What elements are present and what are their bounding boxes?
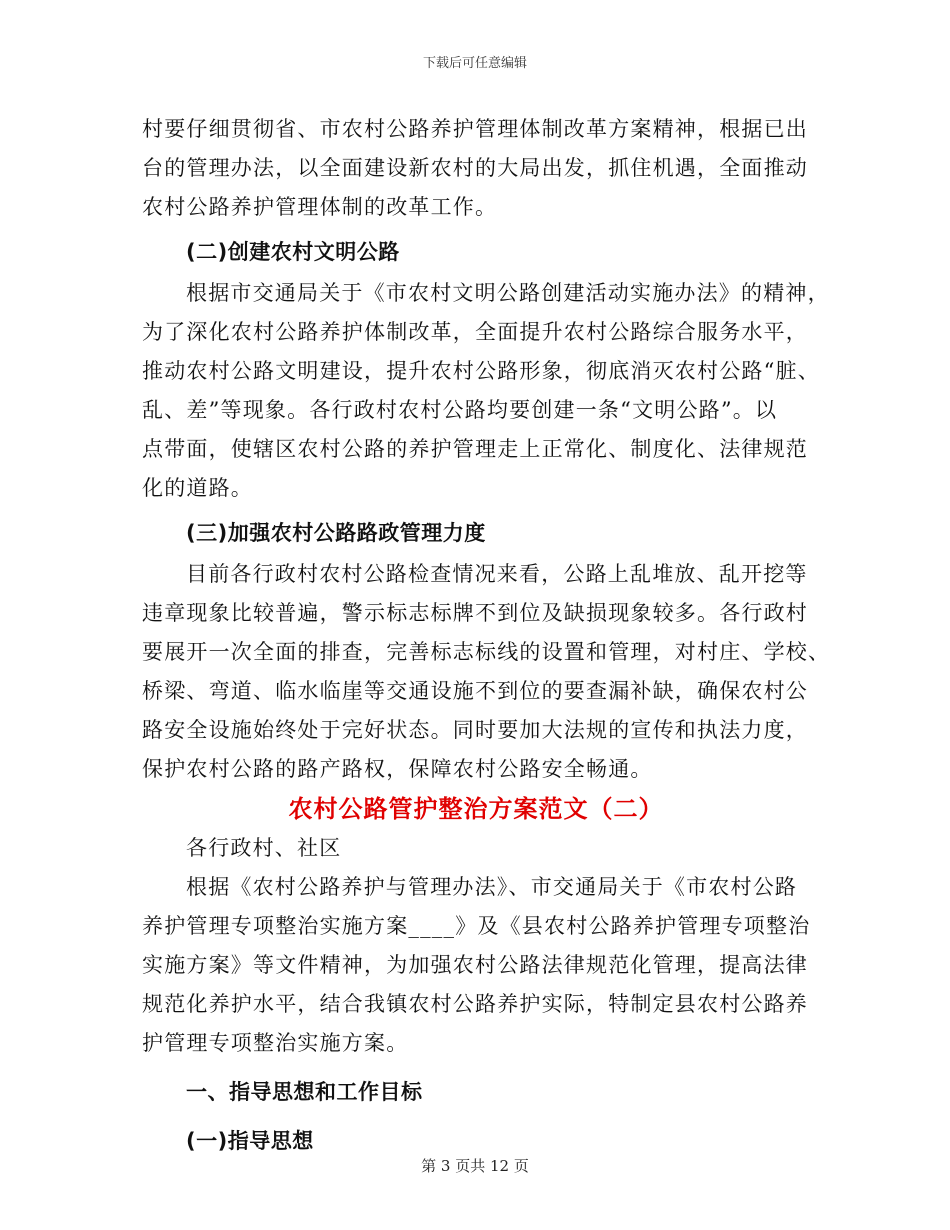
text-line: 实施方案》等文件精神，为加强农村公路法律规范化管理，提高法律 (142, 953, 808, 977)
text-line: 目前各行政村农村公路检查情况来看，公路上乱堆放、乱开挖等 (186, 562, 808, 586)
document-body (142, 110, 831, 1161)
page-header: 下载后可任意编辑 (422, 56, 527, 71)
section-heading-3: (三)加强农村公路路政管理力度 (186, 521, 486, 545)
text-line: 路安全设施始终处于完好状态。同时要加大法规的宣传和执法力度， (142, 718, 808, 742)
sub-heading-1: (一)指导思想 (186, 1129, 314, 1153)
text-line: 农村公路养护管理体制的改革工作。 (142, 195, 498, 219)
text-line: 乱、差”等现象。各行政村农村公路均要创建一条“文明公路”。以 (142, 398, 778, 422)
text-line: 护管理专项整治实施方案。 (142, 1031, 409, 1055)
text-line: 点带面，使辖区农村公路的养护管理走上正常化、制度化、法律规范 (142, 437, 808, 461)
section-heading-1: 一、指导思想和工作目标 (186, 1080, 423, 1104)
paragraph-1 (142, 110, 810, 227)
paragraph-4 (142, 868, 810, 1063)
text-line: 要展开一次全面的排查，完善标志标线的设置和管理，对村庄、学校、 (142, 640, 831, 664)
text-line: 桥梁、弯道、临水临崖等交通设施不到位的要查漏补缺，确保农村公 (142, 679, 808, 703)
paragraph-2 (142, 274, 830, 508)
text-line: 根据市交通局关于《市农村文明公路创建活动实施办法》的精神， (186, 281, 830, 305)
text-line: 保护农村公路的路产路权，保障农村公路安全畅通。 (142, 757, 653, 781)
document-title: 农村公路管护整治方案范文（二） (288, 795, 664, 823)
paragraph-3 (142, 555, 831, 789)
text-line: 为了深化农村公路养护体制改革，全面提升农村公路综合服务水平， (142, 320, 808, 344)
text-line: 推动农村公路文明建设，提升农村公路形象，彻底消灭农村公路“脏、 (142, 359, 820, 383)
text-line: 违章现象比较普遍，警示标志标牌不到位及缺损现象较多。各行政村 (142, 601, 808, 625)
text-line: 规范化养护水平，结合我镇农村公路养护实际，特制定县农村公路养 (142, 992, 808, 1016)
addressee: 各行政村、社区 (186, 836, 342, 860)
text-line: 养护管理专项整治实施方案____》及《县农村公路养护管理专项整治 (142, 914, 811, 938)
page-footer: 第 3 页共 12 页 (421, 1157, 529, 1175)
text-line: 村要仔细贯彻省、市农村公路养护管理体制改革方案精神，根据已出 (142, 117, 808, 141)
text-line: 台的管理办法，以全面建设新农村的大局出发，抓住机遇，全面推动 (142, 156, 808, 180)
section-heading-2: (二)创建农村文明公路 (186, 240, 400, 264)
text-line: 化的道路。 (142, 476, 253, 500)
text-line: 根据《农村公路养护与管理办法》、市交通局关于《市农村公路 (186, 875, 798, 899)
